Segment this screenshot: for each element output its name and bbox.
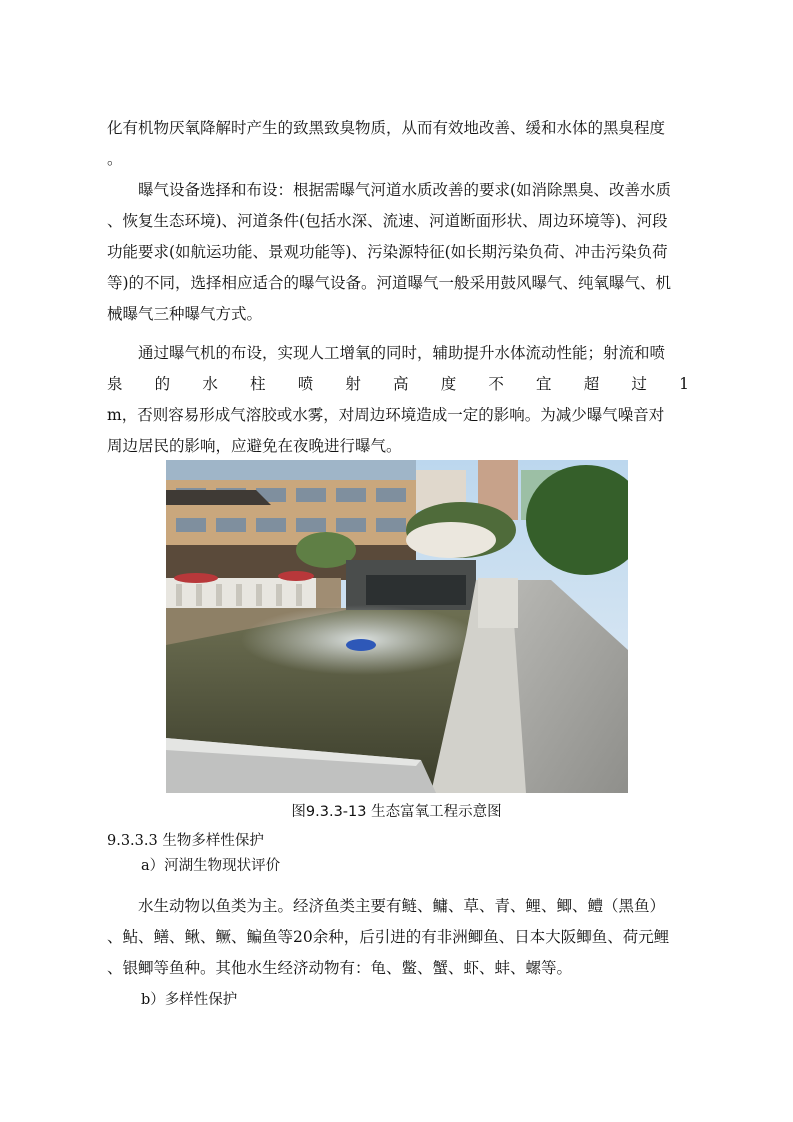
- char: 水: [202, 375, 218, 393]
- paragraph-line: 等)的不同，选择相应适合的曝气设备。河道曝气一般采用鼓风曝气、纯氧曝气、机: [107, 274, 672, 292]
- paragraph-line: 、银鲫等鱼种。其他水生经济动物有：龟、鳖、蟹、虾、蚌、螺等。: [107, 959, 573, 977]
- paragraph-line: 、恢复生态环境)、河道条件(包括水深、流速、河道断面形状、周边环境等)、河段: [107, 212, 668, 230]
- paragraph-line: 通过曝气机的布设，实现人工增氧的同时，辅助提升水体流动性能；射流和喷: [138, 344, 666, 362]
- section-heading: 9.3.3.3 生物多样性保护: [107, 833, 264, 849]
- char: 高: [393, 375, 409, 393]
- figure-caption: 图9.3.3-13 生态富氧工程示意图: [291, 804, 502, 820]
- char: 宜: [536, 375, 552, 393]
- paragraph-line: 。: [107, 150, 123, 168]
- aeration-photo: [166, 460, 628, 793]
- char: 过: [631, 375, 647, 393]
- char: 不: [488, 375, 504, 393]
- paragraph-line: 水生动物以鱼类为主。经济鱼类主要有鲢、鳙、草、青、鲤、鲫、鳢（黑鱼）: [138, 897, 666, 915]
- char: 泉: [107, 375, 123, 393]
- char: 柱: [250, 375, 266, 393]
- paragraph-line: m，否则容易形成气溶胶或水雾，对周边环境造成一定的影响。为减少曝气噪音对: [107, 406, 665, 424]
- justified-line: [107, 374, 689, 394]
- paragraph-line: 周边居民的影响，应避免在夜晚进行曝气。: [107, 437, 402, 455]
- subsection-heading: a）河湖生物现状评价: [141, 858, 281, 874]
- char: 超: [583, 375, 600, 393]
- char: 喷: [297, 375, 314, 393]
- char: 的: [154, 375, 171, 393]
- char: 射: [345, 375, 361, 393]
- paragraph-line: 曝气设备选择和布设：根据需曝气河道水质改善的要求(如消除黑臭、改善水质: [138, 181, 672, 199]
- char: 度: [440, 375, 457, 393]
- subsection-heading: b）多样性保护: [141, 992, 238, 1008]
- paragraph-line: 化有机物厌氧降解时产生的致黑致臭物质，从而有效地改善、缓和水体的黑臭程度: [107, 119, 666, 137]
- paragraph-line: 械曝气三种曝气方式。: [107, 305, 263, 323]
- paragraph-line: 功能要求(如航运功能、景观功能等)、污染源特征(如长期污染负荷、冲击污染负荷: [107, 243, 668, 261]
- char: 1: [679, 375, 689, 393]
- paragraph-line: 、鲇、鳝、鳅、鳜、鳊鱼等20余种，后引进的有非洲鲫鱼、日本大阪鲫鱼、荷元鲤: [107, 928, 670, 946]
